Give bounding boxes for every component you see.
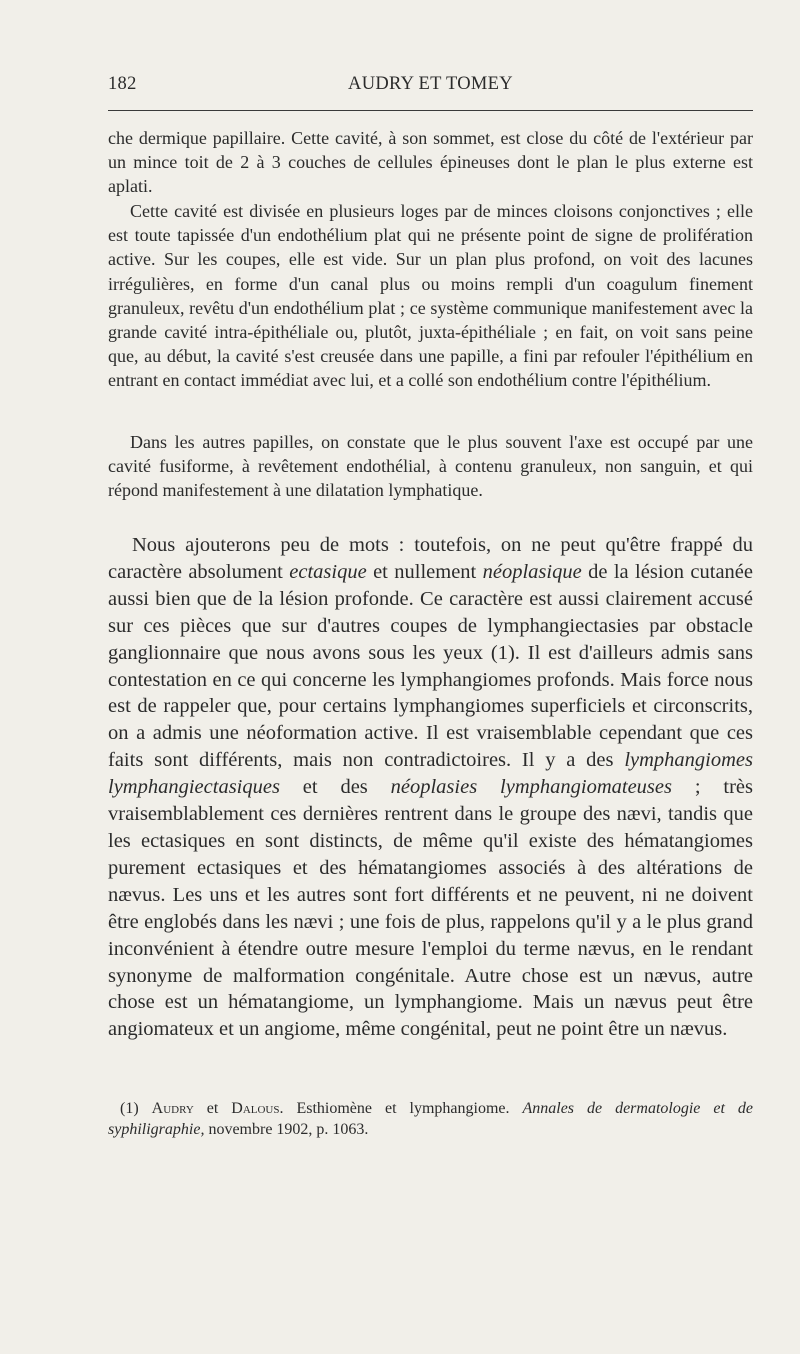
header-rule [108, 110, 753, 111]
paragraph-4-text-5: ; très vraisemblablement ces dernières rentrent dans le groupe des nævi, tandis que les ectasiques en sont distincts, de même qu'il existe des hématangiomes purement ectasiques et des hématangiomes associés à des altérations de nævus. Les uns et les autres sont fort différents et ne peuvent, ni ne doivent être englobés dans les nævi ; une fois de plus, rappelons qu'il y a le plus grand inconvénient à étendre outre mesure l'emploi du terme nævus, en le rendant synonyme de malformation congénitale. Autre chose est un nævus, autre chose est un hématangiome, un lymphangiome. Mais un nævus peut être angiomateux et un angiome, même congénital, peut ne point être un nævus. [108, 776, 754, 1041]
paragraph-4-text-2: et nullement [366, 560, 483, 583]
italic-ectasique: ectasique [289, 560, 367, 583]
paragraph-4-text-4: et des [279, 776, 391, 799]
paragraph-3: Dans les autres papilles, on constate que le plus souvent l'axe est occupé par une cavité fusiforme, à revêtement endothélial, à contenu granuleux, non sanguin, et qui répond manifestement à une dilatation lymphatique. [108, 432, 753, 501]
footnote-author-1: Audry [151, 1100, 194, 1117]
running-title: AUDRY ET TOMEY [348, 74, 513, 94]
paragraph-4-text-1: Nous ajouterons peu de mots : toutefois, on ne peut qu'être frappé du caractère absolument [108, 534, 753, 583]
paragraph-4-text-3: de la lésion cutanée aussi bien que de la lésion profonde. Ce caractère est aussi clairement accusé sur ces pièces que sur d'autres coupes de lymphangiectasies par obstacle ganglionnaire que nous avons sous les yeux (1). Il est d'ailleurs admis sans contestation en ce qui concerne les lymphangiomes profonds. Mais force nous est de rappeler que, pour certains lymphangiomes superficiels et circonscrits, on a admis une néoformation active. Il est vraisemblable cependant que ces faits sont différents, mais non contradictoires. Il y a des [108, 560, 753, 772]
footnote-author-2: Dalous [231, 1100, 280, 1117]
footnote [108, 1098, 753, 1140]
page-number: 182 [108, 74, 137, 94]
italic-neoplasique: néoplasique [482, 560, 582, 583]
footnote-journal: Annales de dermatologie et de syphiligraphie, [108, 1100, 754, 1138]
paragraph-4 [108, 532, 753, 1043]
footnote-connector: et [193, 1100, 232, 1117]
italic-neoplasies-lymphangiomateuses: néoplasies lymphangiomateuses [390, 776, 672, 799]
paragraph-1: che dermique papillaire. Cette cavité, à son sommet, est close du côté de l'extérieur par un mince toit de 2 à 3 couches de cellules épineuses dont le plan le plus externe est aplati. [108, 128, 753, 197]
footnote-details: novembre 1902, p. 1063. [204, 1121, 369, 1138]
italic-lymphangiomes-lymphangiectasiques: lymphangiomes lymphangiectasiques [108, 749, 753, 799]
paragraph-2: Cette cavité est divisée en plusieurs loges par de minces cloisons conjonctives ; elle est toute tapissée d'un endothélium plat qui ne présente point de signe de prolifération active. Sur les coupes, elle est vide. Sur un plan plus profond, on voit des lacunes irrégulières, en forme d'un canal plus ou moins rempli d'un coagulum finement granuleux, revêtu d'un endothélium plat ; ce système communique manifestement avec la grande cavité intra-épithéliale ou, plutôt, juxta-épithéliale ; en fait, on voit sans peine que, au début, la cavité s'est creusée dans une papille, a fini par refouler l'épithélium en entrant en contact immédiat avec lui, et a collé son endothélium contre l'épithélium. [108, 201, 753, 391]
footnote-mark: (1) [120, 1100, 139, 1117]
running-head [108, 74, 753, 98]
footnote-title: . Esthiomène et lymphangiome. [279, 1100, 523, 1117]
